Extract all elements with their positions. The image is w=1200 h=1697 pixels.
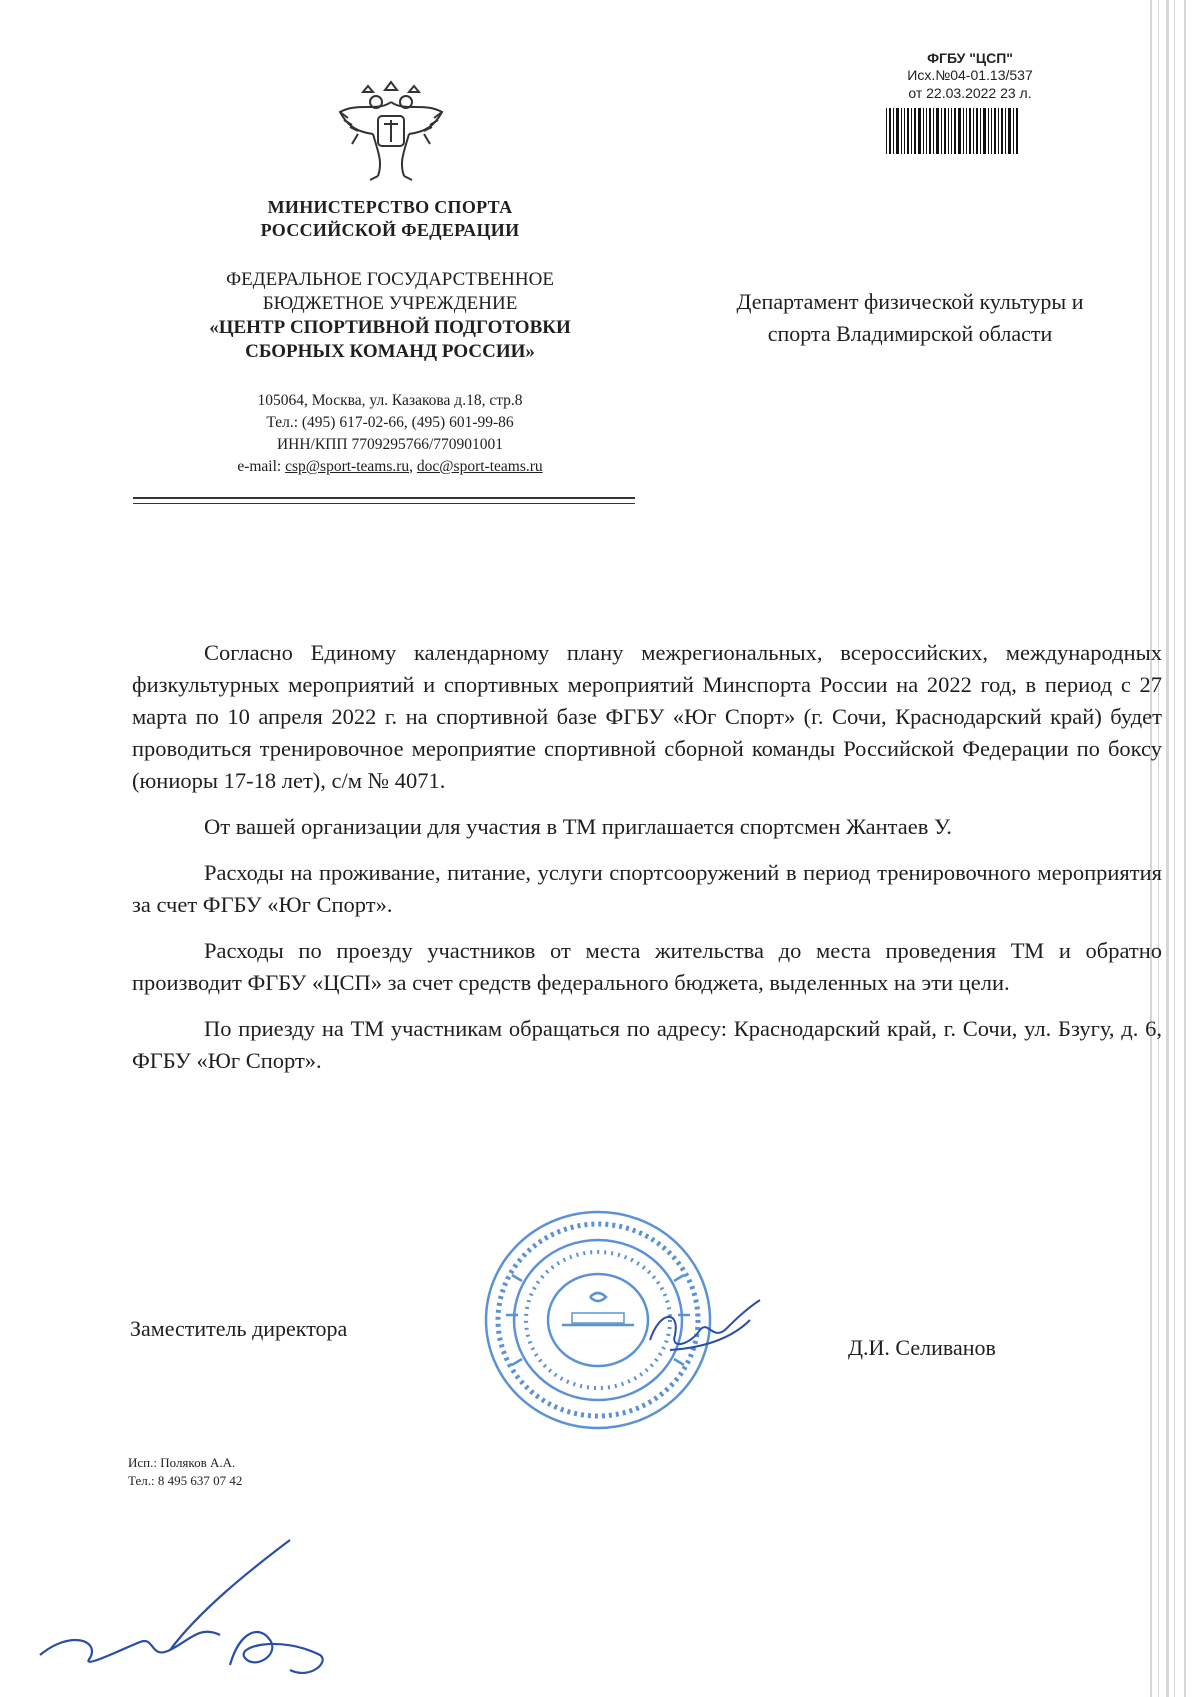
email-prefix: e-mail: bbox=[237, 458, 286, 475]
double-headed-eagle-emblem bbox=[328, 72, 454, 184]
institution-line: БЮДЖЕТНОЕ УЧРЕЖДЕНИЕ bbox=[262, 293, 518, 314]
scan-streak bbox=[1166, 0, 1169, 1697]
barcode-bar bbox=[926, 108, 927, 154]
barcode-bar bbox=[1005, 108, 1006, 154]
body-paragraph: От вашей организации для участия в ТМ приглашается спортсмен Жантаев У. bbox=[204, 814, 952, 839]
director-signature bbox=[640, 1290, 770, 1370]
barcode-bar bbox=[896, 108, 899, 154]
email-link-csp[interactable]: csp@sport-teams.ru bbox=[285, 458, 410, 475]
barcode bbox=[886, 108, 1046, 154]
barcode-bar bbox=[980, 108, 981, 154]
addressee-line: Департамент физической культуры и bbox=[736, 289, 1084, 314]
barcode-bar bbox=[904, 108, 905, 154]
barcode-bar bbox=[976, 108, 978, 154]
header-divider-thin bbox=[133, 503, 635, 504]
barcode-bar bbox=[901, 108, 902, 154]
body-paragraph: По приезду на ТМ участникам обращаться по адресу: Краснодарский край, г. Сочи, ул. Бзугу, д. 6, ФГБУ «Юг Спорт». bbox=[132, 1016, 1162, 1073]
phones: Тел.: (495) 617-02-66, (495) 601-99-86 bbox=[266, 414, 514, 431]
institution-line: СБОРНЫХ КОМАНД РОССИИ» bbox=[245, 341, 535, 362]
scan-streak bbox=[1184, 0, 1186, 1697]
barcode-bar bbox=[951, 108, 952, 154]
barcode-bar bbox=[936, 108, 939, 154]
barcode-bar bbox=[948, 108, 949, 154]
barcode-bar bbox=[1001, 108, 1003, 154]
barcode-bar bbox=[941, 108, 942, 154]
barcode-bar bbox=[998, 108, 999, 154]
barcode-bar bbox=[963, 108, 964, 154]
barcode-bar bbox=[983, 108, 986, 154]
institution-line: ФЕДЕРАЛЬНОЕ ГОСУДАРСТВЕННОЕ bbox=[226, 269, 554, 290]
inn-kpp: ИНН/КПП 7709295766/770901001 bbox=[276, 436, 504, 453]
executor-info bbox=[128, 1454, 242, 1490]
barcode-bar bbox=[988, 108, 989, 154]
barcode-bar bbox=[886, 108, 887, 154]
barcode-bar bbox=[994, 108, 996, 154]
barcode-bar bbox=[966, 108, 967, 154]
barcode-bar bbox=[944, 108, 946, 154]
barcode-bar bbox=[914, 108, 916, 154]
body-paragraph: Расходы на проживание, питание, услуги спортсооружений в период тренировочного мероприятия за счет ФГБУ «Юг Спорт». bbox=[132, 860, 1162, 917]
signatory-title: Заместитель директора bbox=[130, 1316, 348, 1341]
ministry-name bbox=[160, 196, 620, 242]
body-paragraph: Расходы по проезду участников от места жительства до места проведения ТМ и обратно производит ФГБУ «ЦСП» за счет средств федерального бюджета, выделенных на эти цели. bbox=[132, 938, 1162, 995]
address: 105064, Москва, ул. Казакова д.18, стр.8 bbox=[257, 392, 523, 409]
barcode-bar bbox=[893, 108, 894, 154]
letter-body bbox=[132, 637, 1162, 1091]
emails bbox=[160, 456, 620, 478]
barcode-bar bbox=[954, 108, 956, 154]
barcode-bar bbox=[1016, 108, 1018, 154]
ministry-line: МИНИСТЕРСТВО СПОРТА bbox=[267, 197, 513, 217]
email-separator: , bbox=[409, 458, 417, 475]
barcode-bar bbox=[1008, 108, 1011, 154]
email-link-doc[interactable]: doc@sport-teams.ru bbox=[416, 458, 543, 475]
barcode-bar bbox=[911, 108, 912, 154]
ministry-line: РОССИЙСКОЙ ФЕДЕРАЦИИ bbox=[260, 220, 520, 240]
barcode-bar bbox=[929, 108, 931, 154]
institution-line: «ЦЕНТР СПОРТИВНОЙ ПОДГОТОВКИ bbox=[209, 317, 571, 338]
barcode-bar bbox=[991, 108, 992, 154]
barcode-bar bbox=[907, 108, 909, 154]
institution-name bbox=[160, 268, 620, 364]
body-paragraph: Согласно Единому календарному плану межрегиональных, всероссийских, международных физкультурных мероприятий и спортивных мероприятий Минспорта России на 2022 год, в период с 27 марта по 10 апреля 2022 г. на спортивной базе ФГБУ «Юг Спорт» (г. Сочи, Краснодарский край) будет проводиться тренировочное мероприятие спортивной сборной команды Российской Федерации по боксу (юниоры 17-18 лет), с/м № 4071. bbox=[132, 640, 1162, 793]
barcode-bar bbox=[969, 108, 971, 154]
barcode-bar bbox=[933, 108, 934, 154]
contacts-block bbox=[160, 390, 620, 478]
registration-org: ФГБУ "ЦСП" bbox=[927, 50, 1013, 66]
barcode-bar bbox=[958, 108, 961, 154]
registration-stamp bbox=[880, 50, 1060, 154]
barcode-bar bbox=[973, 108, 974, 154]
addressee-line: спорта Владимирской области bbox=[767, 321, 1053, 346]
handwritten-signature bbox=[30, 1530, 360, 1690]
executor-name: Исп.: Поляков А.А. bbox=[128, 1455, 236, 1470]
barcode-bar bbox=[889, 108, 891, 154]
registration-number: Исх.№04-01.13/537 bbox=[907, 67, 1033, 83]
scan-streak bbox=[1174, 0, 1175, 1697]
signatory-name: Д.И. Селиванов bbox=[848, 1335, 996, 1360]
executor-phone: Тел.: 8 495 637 07 42 bbox=[128, 1473, 243, 1488]
barcode-bar bbox=[1013, 108, 1014, 154]
header-divider bbox=[133, 497, 635, 499]
addressee bbox=[670, 286, 1150, 350]
registration-date: от 22.03.2022 23 л. bbox=[908, 85, 1032, 101]
barcode-bar bbox=[918, 108, 921, 154]
barcode-bar bbox=[923, 108, 924, 154]
